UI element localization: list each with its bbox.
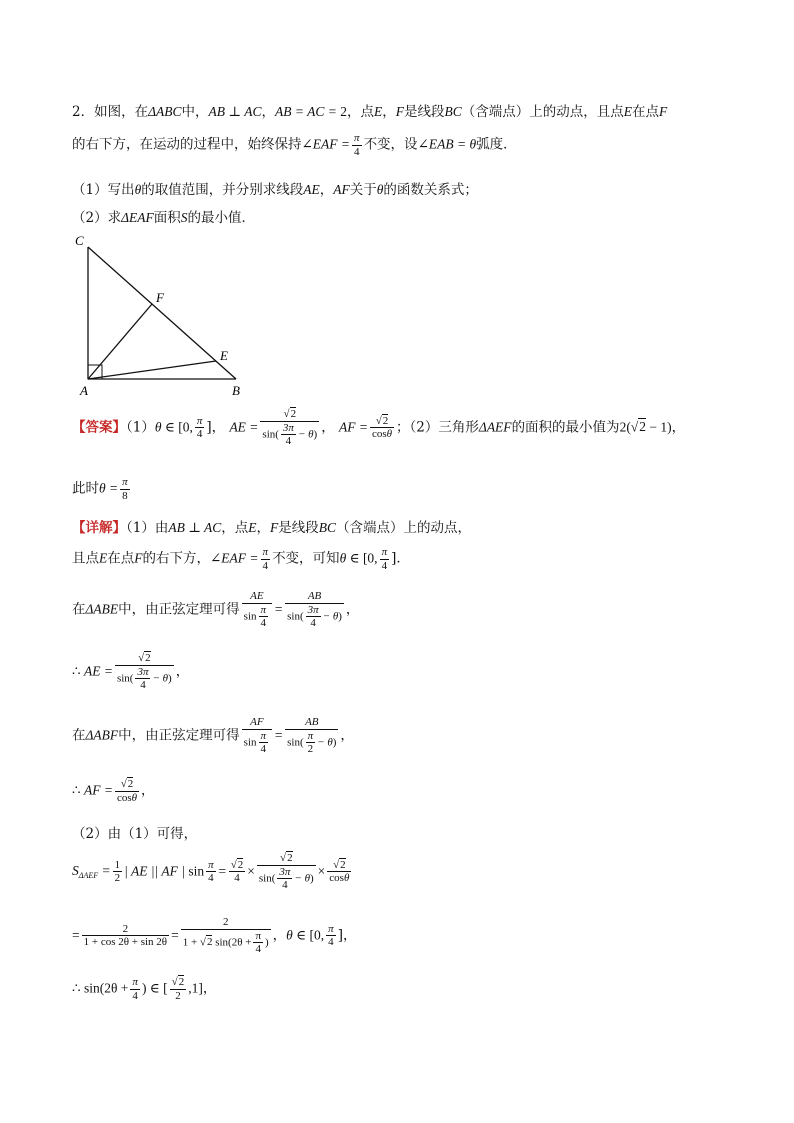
label-a: A xyxy=(80,383,88,398)
detail-line-3: 在ΔABE中，由正弦定理可得 AE sin $\frac{\pi}{4}$ = AB sin( $\frac{3\pi}{4}$ − θ) ， xyxy=(72,590,360,630)
detail-line-5: 在ΔABF中，由正弦定理可得 AF sin $\frac{\pi}{4}$ = AB sin( $\frac{\pi}{2}$ − θ) ， xyxy=(72,716,354,756)
question-1: （1）写出θ的取值范围，并分别求线段AE，AF关于θ的函数关系式； xyxy=(72,182,478,198)
detail-line-8: $S_{\Delta AEF}$ = $\frac{1}{2}$ | AE || AF | sin $\frac{\pi}{4}$ = $\frac{√2}{4}$ × √2 sin( $\frac{3\pi}{4}$ − θ) × $\frac{√2}{\cos\theta}$ xyxy=(72,852,350,892)
side-bc xyxy=(88,247,236,379)
answer-line-2: 此时θ = $\frac{\pi}{8}$ xyxy=(72,476,128,502)
detail-line-7: （2）由（1）可得， xyxy=(72,826,198,842)
label-e: E xyxy=(220,348,228,363)
label-b: B xyxy=(232,383,240,398)
problem-line-2: 的右下方，在运动的过程中，始终保持∠EAF = $\frac{\pi}{4}$ 不变，设∠EAB = θ弧度． xyxy=(72,132,517,158)
triangle-figure xyxy=(70,232,260,402)
detail-line-10: ∴ sin(2θ + $\frac{\pi}{4}$ ) ∈ [ $\frac{√2}{2}$ ,1]， xyxy=(72,976,217,1002)
detail-line-4: ∴ AE = √2 sin( $\frac{3\pi}{4}$ − θ) ， xyxy=(72,652,190,692)
detail-line-6: ∴ AF = $\frac{√2}{\cos\theta}$ ， xyxy=(72,778,155,804)
answer-line-1: 【答案】（1）θ ∈ [0, $\frac{\pi}{4}$ ]， AE = √2 sin( $\frac{3\pi}{4}$ − θ) ， AF = $\frac{√2}{\cos\theta}$ ；（2）三角形ΔAEF的面积的最小值为2(√2 − 1)， xyxy=(72,408,686,448)
segment-af xyxy=(88,304,152,379)
detail-line-1: 【详解】（1）由AB ⊥ AC，点E，F是线段BC（含端点）上的动点， xyxy=(72,520,472,536)
problem-line-1: 2．如图，在ΔABC中，AB ⊥ AC，AB = AC = 2，点E，F是线段BC（含端点）上的动点，且点E在点F xyxy=(72,104,668,120)
detail-line-9: = $\frac{2}{1 + \cos 2\theta + \sin 2\theta}$ = 2 1 + √2 sin(2θ + $\frac{\pi}{4}$ ) ，θ ∈ [0, $\frac{\pi}{4}$ ]， xyxy=(72,916,357,956)
question-2: （2）求ΔEAF面积S的最小值． xyxy=(72,210,256,226)
label-c: C xyxy=(75,233,84,248)
answer-tag: 【答案】 xyxy=(72,419,126,436)
label-f: F xyxy=(156,290,164,305)
detail-tag: 【详解】 xyxy=(72,520,126,536)
segment-ae xyxy=(88,361,216,379)
detail-line-2: 且点E在点F的右下方，∠EAF = $\frac{\pi}{4}$ 不变，可知θ ∈ [0, $\frac{\pi}{4}$ ]． xyxy=(72,546,410,572)
